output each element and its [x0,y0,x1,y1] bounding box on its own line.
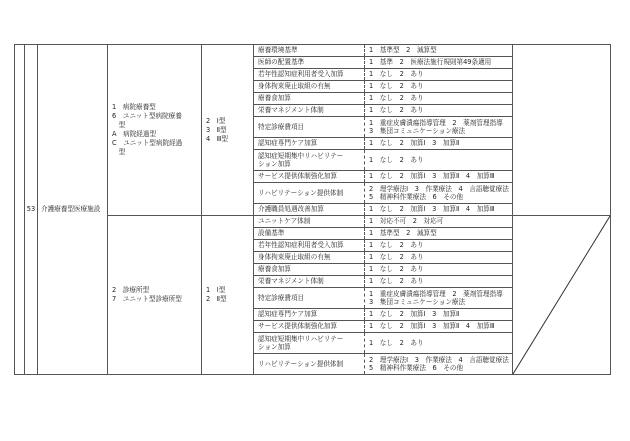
item-option-line: 1 なし 2 あり [369,241,424,250]
item-label [254,333,365,354]
service-name: 介護療養型医療施設 [38,45,108,375]
margin-cell [15,45,25,375]
item-options [365,117,513,138]
item-options [365,69,513,81]
item-options [365,333,513,354]
facility-class: 2 Ⅰ型 [206,116,226,125]
item-label: サービス提供体制強化加算 [254,171,365,183]
item-option-line: 1 なし 2 あり [369,338,424,347]
item-options [365,228,513,240]
item-options [365,93,513,105]
item-options [365,309,513,321]
item-options [365,204,513,216]
item-option-line: 1 なし 2 あり [369,265,424,274]
item-options [365,81,513,93]
item-label: 認知症専門ケア加算 [254,138,365,150]
item-options [365,288,513,309]
item-options [365,105,513,117]
item-label: リハビリテーション提供体制 [254,354,365,375]
item-option-line: 1 基準型 2 減算型 [369,46,437,55]
item-label: 介護職員処遇改善加算 [254,204,365,216]
item-option-line: 1 なし 2 あり [369,253,424,262]
item-options [365,45,513,57]
item-options [365,171,513,183]
item-options [365,183,513,204]
facility-type: 型 [112,148,126,156]
item-option-line: 1 なし 2 あり [369,70,424,79]
item-options [365,264,513,276]
item-options [365,138,513,150]
item-option-line: 1 基準 2 医療法施行規則第49条適用 [369,58,492,67]
item-label: 特定診療費項目 [254,288,365,309]
item-option-line: 1 重症皮膚潰瘍指導管理 2 薬剤管理指導 [369,118,503,127]
facility-types [108,216,202,375]
notes-cell [513,45,611,216]
strike-diagonal [513,216,610,374]
item-option-line: 3 集団コミュニケーション療法 [369,127,466,135]
item-options [365,276,513,288]
item-label: 若年性認知症利用者受入加算 [254,240,365,252]
item-options [365,354,513,375]
facility-type: 1 病院療養型 [112,103,156,111]
facility-types [108,45,202,216]
item-label-line: 認知症短期集中リハビリテー [258,334,344,343]
item-option-line: 3 集団コミュニケーション療法 [369,298,466,306]
item-options [365,57,513,69]
facility-type: 2 診療所型 [112,286,150,294]
facility-type: 7 ユニット型診療所型 [112,295,182,303]
item-label: 設備基準 [254,228,365,240]
facility-classes [202,216,254,375]
item-label-line: 認知症短期集中リハビリテー [258,151,344,160]
item-options [365,252,513,264]
item-option-line: 2 理学療法Ⅰ 3 作業療法 4 言語聴覚療法 [369,355,509,364]
facility-type: A 病院経過型 [112,130,157,138]
item-options [365,240,513,252]
item-option-line: 1 なし 2 あり [369,94,424,103]
service-table [14,44,611,375]
item-option-line: 5 精神科作業療法 6 その他 [369,193,464,201]
item-label [254,150,365,171]
facility-class: 4 Ⅲ型 [206,134,228,143]
table-row [15,45,611,57]
item-label: ユニットケア体制 [254,216,365,228]
item-label: 療養食加算 [254,93,365,105]
facility-type: C ユニット型病院経過 [112,139,183,147]
diagonal-line [513,216,610,374]
item-label: リハビリテーション提供体制 [254,183,365,204]
item-label: 療養食加算 [254,264,365,276]
item-option-line: 1 なし 2 加算Ⅰ 3 加算Ⅱ 4 加算Ⅲ [369,205,495,214]
item-options [365,150,513,171]
item-label: 栄養マネジメント体制 [254,105,365,117]
item-label: 認知症専門ケア加算 [254,309,365,321]
item-option-line: 1 なし 2 加算Ⅰ 3 加算Ⅱ 4 加算Ⅲ [369,172,495,181]
item-options [365,321,513,333]
item-option-line: 1 なし 2 あり [369,277,424,286]
item-label: 医師の配置基準 [254,57,365,69]
item-option-line: 1 なし 2 加算Ⅰ 3 加算Ⅱ 4 加算Ⅲ [369,322,495,331]
item-option-line: 1 重症皮膚潰瘍指導管理 2 薬剤管理指導 [369,289,503,298]
facility-classes [202,45,254,216]
item-label-line: ション加算 [258,343,291,351]
item-label: 特定診療費項目 [254,117,365,138]
item-option-line: 5 精神科作業療法 6 その他 [369,364,464,372]
item-option-line: 1 なし 2 あり [369,82,424,91]
item-option-line: 1 基準型 2 減算型 [369,229,437,238]
item-option-line: 2 理学療法Ⅰ 3 作業療法 4 言語聴覚療法 [369,184,509,193]
facility-type: 6 ユニット型病院療養 [112,112,182,120]
notes-cell-crossed [513,216,611,375]
facility-type: 型 [112,121,126,129]
facility-class: 3 Ⅱ型 [206,125,227,134]
item-options [365,216,513,228]
item-label: 栄養マネジメント体制 [254,276,365,288]
item-label: サービス提供体制強化加算 [254,321,365,333]
item-option-line: 1 なし 2 あり [369,106,424,115]
item-option-line: 1 対応不可 2 対応可 [369,217,444,226]
item-label: 若年性認知症利用者受入加算 [254,69,365,81]
item-option-line: 1 なし 2 加算Ⅰ 3 加算Ⅱ [369,139,460,148]
item-label-line: ション加算 [258,160,291,168]
facility-class: 2 Ⅱ型 [206,295,227,303]
service-number: 53 [25,45,38,375]
item-option-line: 1 なし 2 あり [369,155,424,164]
item-label: 療養環境基準 [254,45,365,57]
item-label: 身体拘束廃止取組の有無 [254,81,365,93]
item-label: 身体拘束廃止取組の有無 [254,252,365,264]
facility-class: 1 Ⅰ型 [206,286,226,294]
item-option-line: 1 なし 2 加算Ⅰ 3 加算Ⅱ [369,310,460,319]
